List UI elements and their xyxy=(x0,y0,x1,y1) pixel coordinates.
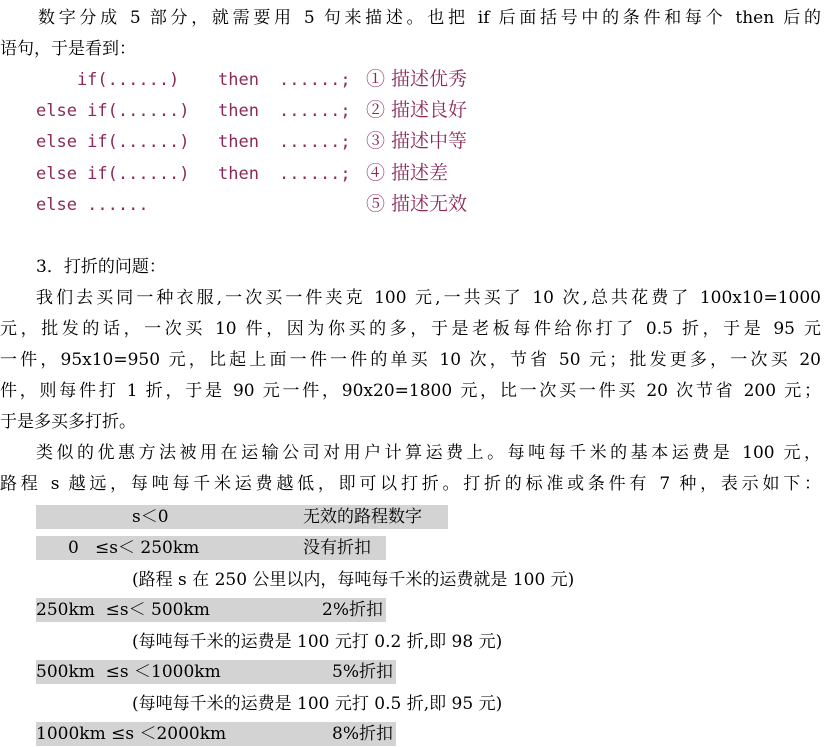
code-description: ① 描述优秀 xyxy=(366,68,468,90)
result-cell: 8%折扣 xyxy=(332,724,393,744)
code-prefix: else ...... xyxy=(36,195,149,215)
result-cell: 5%折扣 xyxy=(332,662,393,682)
result-cell: 2%折扣 xyxy=(322,600,383,620)
range-cell: 250km ≤s＜ 500km xyxy=(36,600,210,620)
code-dots: ......; xyxy=(279,132,351,152)
range-cell: s＜0 xyxy=(132,507,169,527)
table-note: (每吨每千米的运费是 100 元打 0.2 折,即 98 元) xyxy=(132,632,503,652)
code-dots: ......; xyxy=(279,164,351,184)
code-keyword: then xyxy=(218,70,259,90)
paragraph-line: 元，批发的话，一次买 10 件，因为你买的多，于是老板每件给你打了 0.5 折，于是 95 元 xyxy=(0,319,821,339)
code-keyword: then xyxy=(218,101,259,121)
result-cell: 无效的路程数字 xyxy=(303,507,422,527)
section-heading: 3．打折的问题： xyxy=(36,257,166,277)
code-prefix: else if(......) xyxy=(36,164,190,184)
code-prefix: if(......) xyxy=(36,70,180,90)
code-keyword: then xyxy=(218,132,259,152)
code-dots: ......; xyxy=(279,70,351,90)
code-description: ② 描述良好 xyxy=(366,99,468,121)
range-cell: 1000km ≤s ＜2000km xyxy=(36,724,227,744)
table-note: (每吨每千米的运费是 100 元打 0.5 折,即 95 元) xyxy=(132,694,503,714)
paragraph-line: 件，则每件打 1 折，于是 90 元一件，90x20=1800 元，比一次买一件买 20 次节省 200 元； xyxy=(0,381,821,401)
intro-line-2: 语句，于是看到： xyxy=(0,39,136,59)
code-description: ④ 描述差 xyxy=(366,162,449,184)
intro-line-1: 数字分成 5 部分，就需要用 5 句来描述。也把 if 后面括号中的条件和每个 then 后的 xyxy=(38,8,821,28)
paragraph-line: 我们去买同一种衣服,一次买一件夹克 100 元,一共买了 10 次,总共花费了 100x10=1000 xyxy=(36,288,821,308)
code-prefix: else if(......) xyxy=(36,132,190,152)
code-description: ⑤ 描述无效 xyxy=(366,193,468,215)
table-note: (路程 s 在 250 公里以内，每吨每千米的运费就是 100 元) xyxy=(132,570,575,590)
code-keyword: then xyxy=(218,164,259,184)
paragraph-line: 一件，95x10=950 元，比起上面一件一件的单买 10 次，节省 50 元；批发更多，一次买 20 xyxy=(0,350,821,370)
range-cell: 0 ≤s＜ 250km xyxy=(68,538,200,558)
result-cell: 没有折扣 xyxy=(303,538,371,558)
code-prefix: else if(......) xyxy=(36,101,190,121)
range-cell: 500km ≤s ＜1000km xyxy=(36,662,221,682)
code-dots: ......; xyxy=(279,101,351,121)
paragraph-line: 路程 s 越远，每吨每千米运费越低，即可以打折。打折的标准或条件有 7 种，表示如下： xyxy=(0,474,821,494)
paragraph-line: 于是多买多打折。 xyxy=(0,412,136,432)
code-description: ③ 描述中等 xyxy=(366,130,468,152)
paragraph-line: 类似的优惠方法被用在运输公司对用户计算运费上。每吨每千米的基本运费是 100 元， xyxy=(36,443,821,463)
